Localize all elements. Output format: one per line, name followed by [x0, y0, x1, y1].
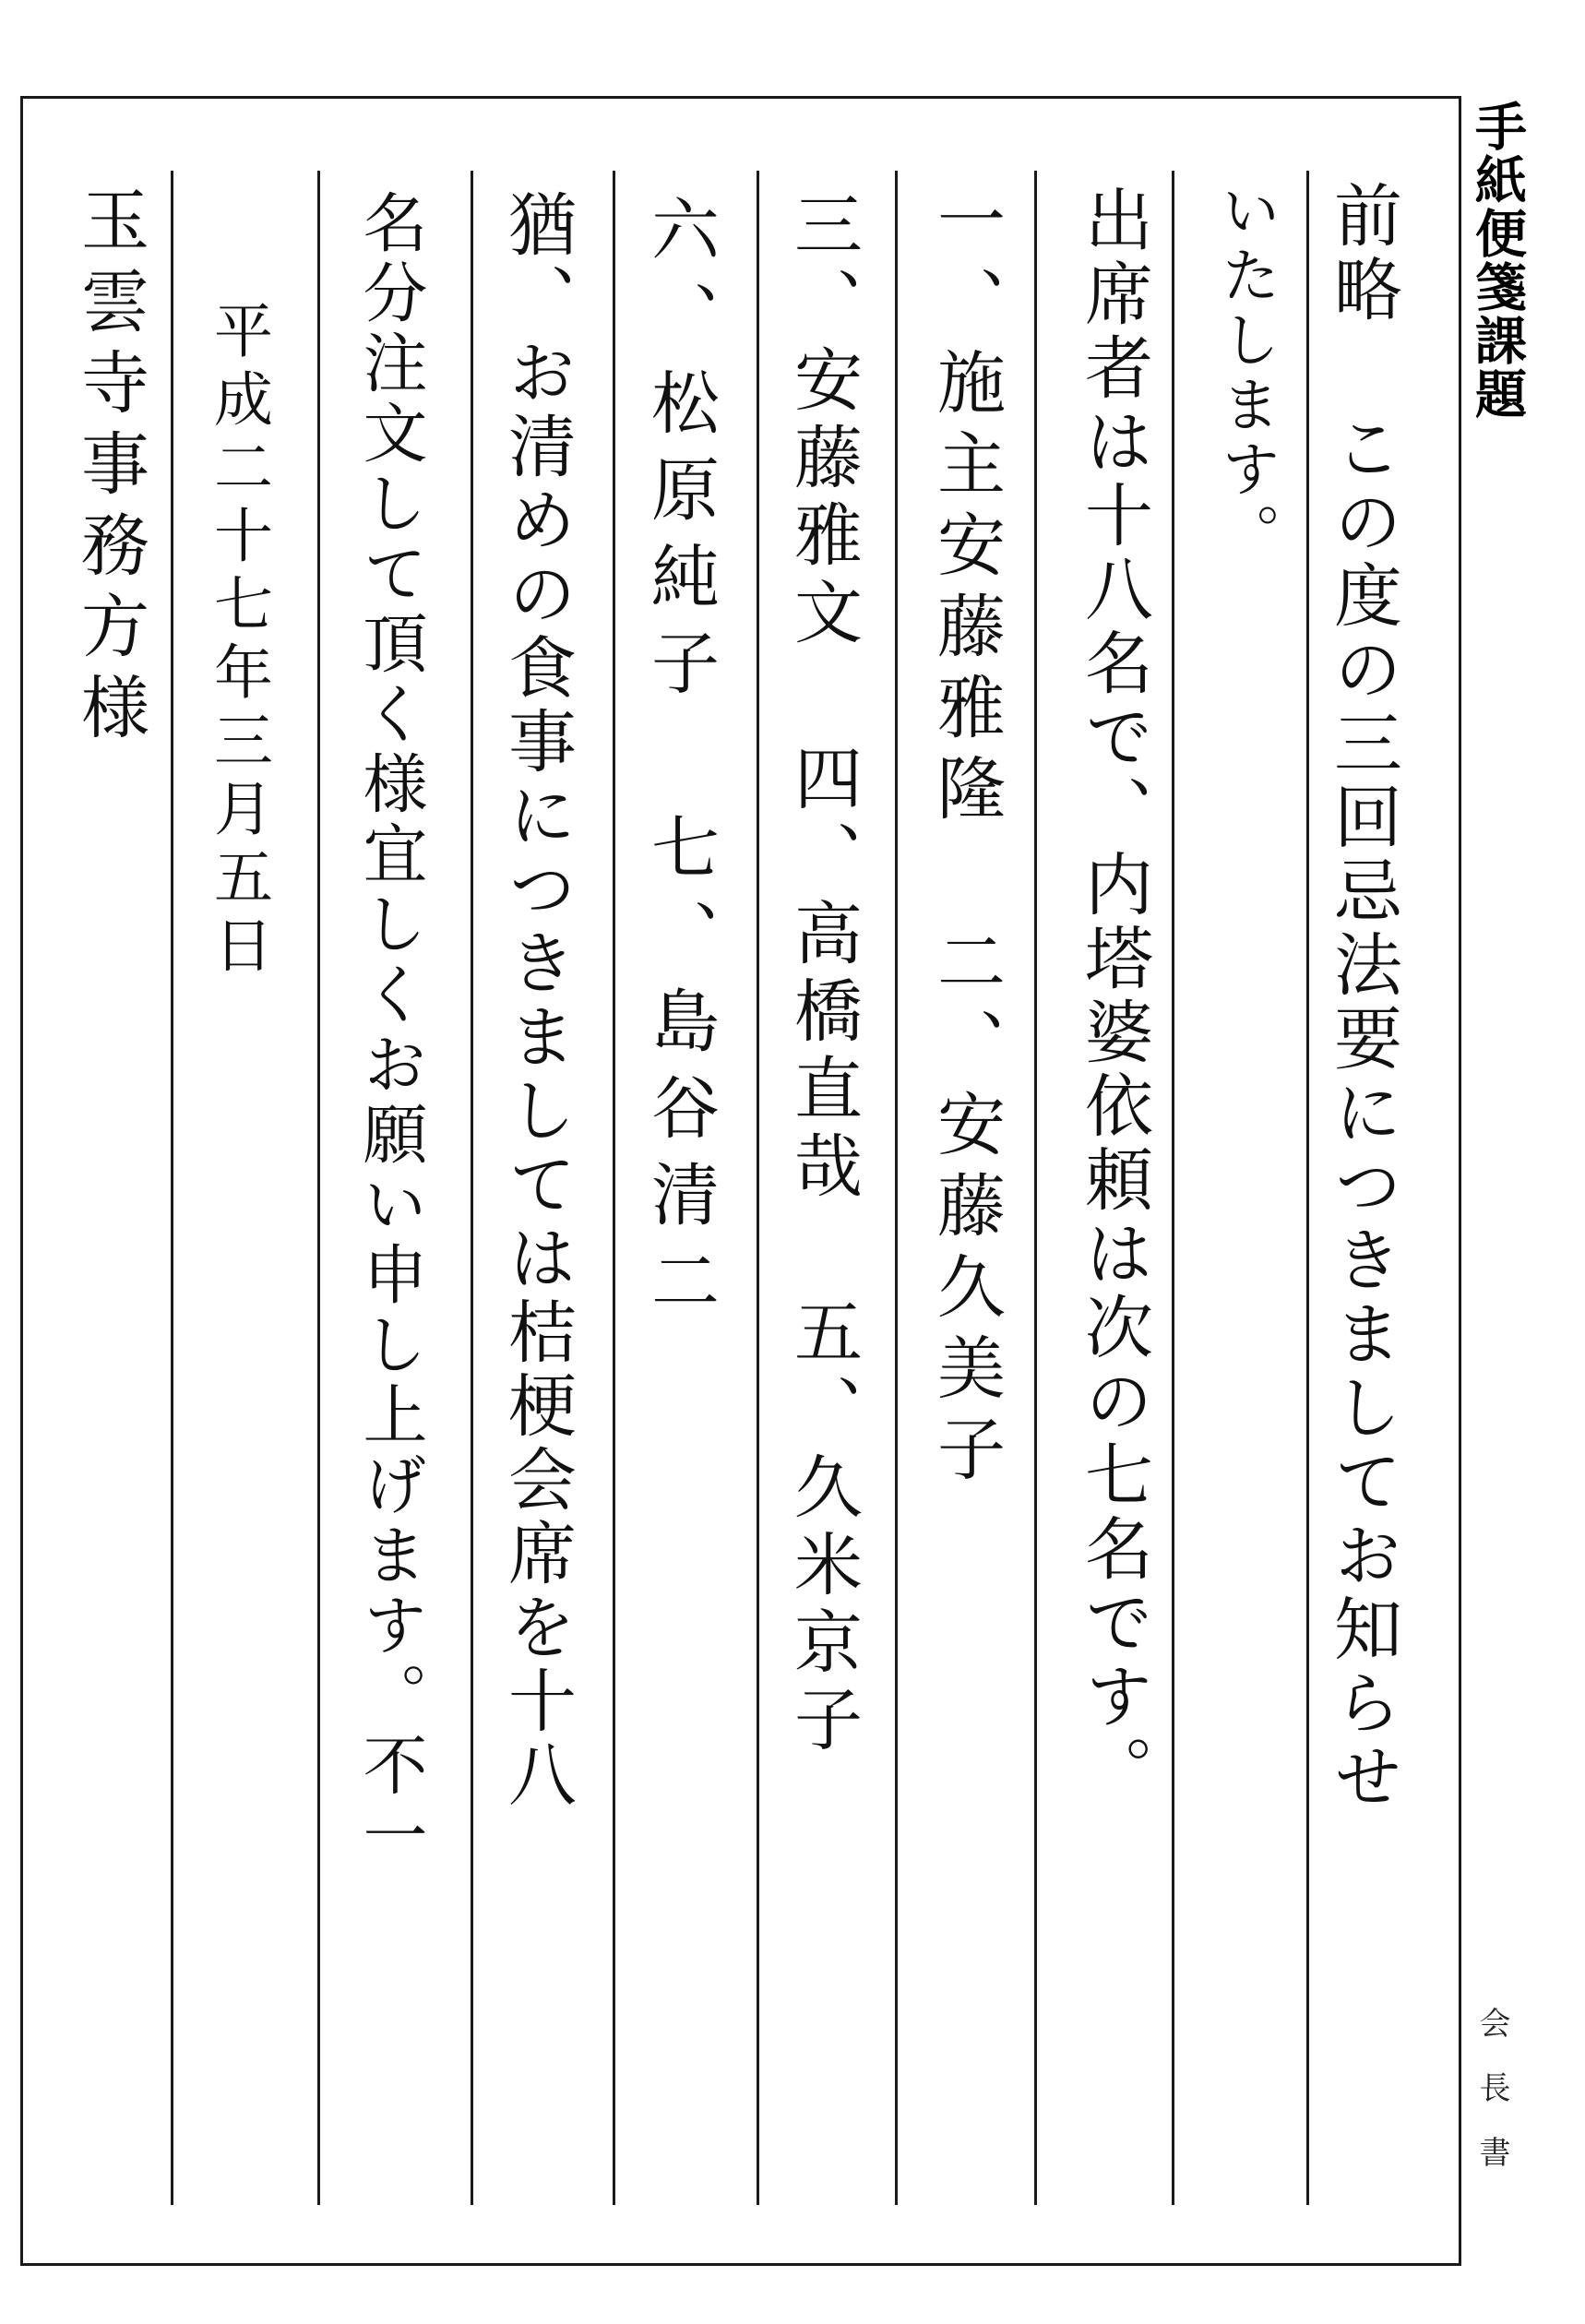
ruling-line — [1172, 171, 1174, 2205]
ruling-line — [1034, 171, 1037, 2205]
ruling-line — [171, 171, 173, 2205]
letter-line-2: いたします。 — [1211, 180, 1280, 567]
letter-line-5: 三、安藤雅文 四、高橋直哉 五、久米京子 — [783, 189, 863, 1761]
letter-line-6: 六、松原純子 七、島谷清二 — [640, 194, 720, 1332]
ruling-line — [317, 171, 320, 2205]
letter-line-8: 名分注文して頂く様宜しくお願い申し上げます。不一 — [352, 189, 428, 1872]
author-signature: 会長書 — [1473, 2007, 1510, 2200]
letter-recipient: 玉雲寺事務方様 — [70, 185, 149, 753]
letter-line-4: 一、施主安藤雅隆 二、安藤久美子 — [926, 185, 1006, 1495]
letter-line-1: 前略 この度の三回忌法要につきましてお知らせ — [1323, 180, 1402, 1815]
letter-line-3: 出席者は十八名で、内塔婆依頼は次の七名です。 — [1074, 185, 1153, 1808]
page-title: 手紙便箋課題 — [1467, 100, 1527, 421]
ruling-line — [471, 171, 473, 2205]
ruling-line — [613, 171, 615, 2205]
ruling-line — [757, 171, 759, 2205]
ruling-line — [895, 171, 898, 2205]
letter-date: 平成二十七年三月五日 — [204, 300, 272, 983]
ruling-line — [1306, 171, 1309, 2205]
letter-line-7: 猶、お清めの食事につきましては桔梗会席を十八 — [497, 189, 577, 1813]
